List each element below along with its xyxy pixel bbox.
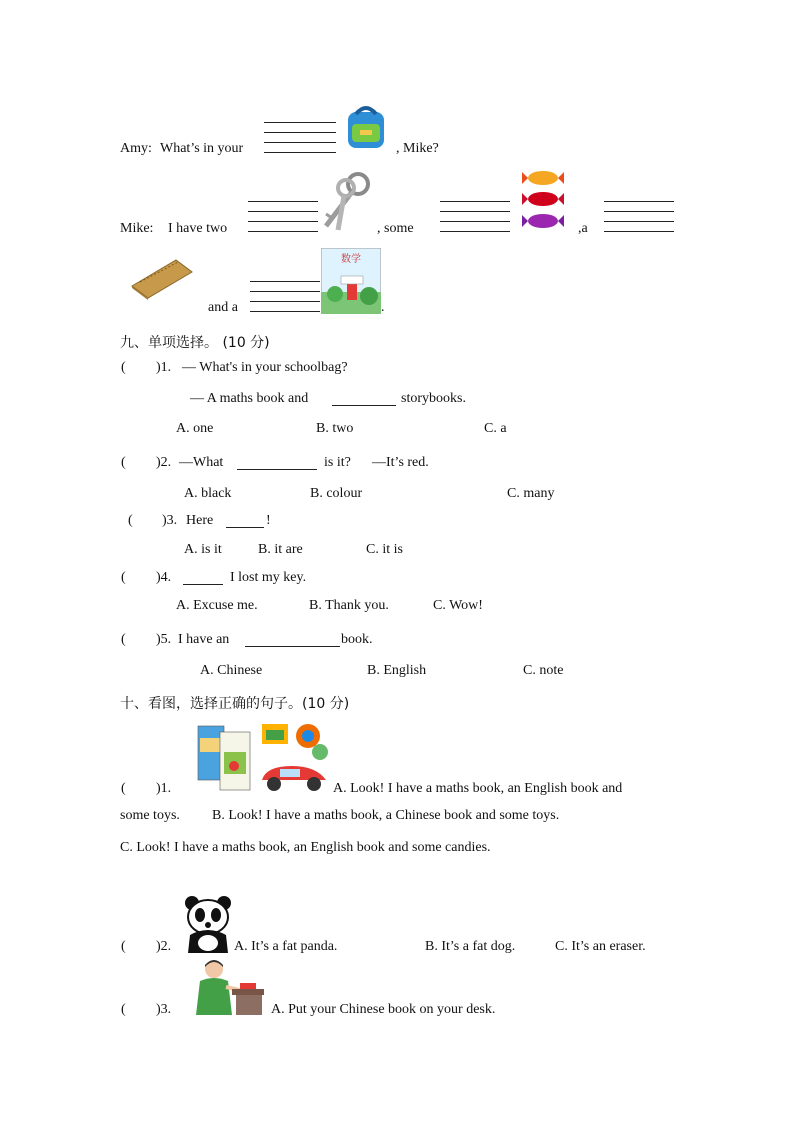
q9-1-option-b[interactable]: B. two (316, 421, 354, 436)
q10-2-number: )2. (156, 939, 172, 954)
q9-2-paren[interactable]: ( (121, 455, 126, 470)
q9-2-option-a[interactable]: A. black (184, 486, 232, 501)
section10-title: 十、看图，选择正确的句子。(10 分) (120, 696, 350, 712)
q9-2-option-c[interactable]: C. many (507, 486, 555, 501)
q9-1-stem2-a: — A maths book and (190, 391, 309, 406)
q10-1-paren[interactable]: ( (121, 781, 126, 796)
section9-title: 九、单项选择。 (10 分) (120, 335, 270, 351)
q9-3-option-c[interactable]: C. it is (366, 542, 403, 557)
q9-2-stem-a: —What (179, 455, 224, 470)
q9-5-paren[interactable]: ( (121, 632, 126, 647)
q9-3-option-b[interactable]: B. it are (258, 542, 303, 557)
mike-speaker: Mike: (120, 221, 154, 236)
q9-4-option-b[interactable]: B. Thank you. (309, 598, 389, 613)
q9-3-stem-b: ! (266, 513, 271, 528)
and-a-label: and a (208, 300, 238, 315)
q9-2-stem-c: —It’s red. (372, 455, 429, 470)
q9-4-blank[interactable] (183, 569, 223, 585)
q9-5-option-b[interactable]: B. English (367, 663, 427, 678)
q9-3-paren[interactable]: ( (128, 513, 133, 528)
q9-4-number: )4. (156, 570, 172, 585)
panda-image (180, 895, 236, 955)
mike-line-part3: ,a (578, 221, 588, 236)
mike-line-part1: I have two (168, 221, 228, 236)
answer-lines-5[interactable] (250, 281, 320, 315)
books-and-toys-image (196, 722, 336, 796)
answer-lines-3[interactable] (440, 201, 510, 235)
q9-2-blank[interactable] (237, 454, 317, 470)
q10-1-option-a-cont: some toys. (120, 808, 180, 823)
keys-image (318, 170, 376, 234)
q10-3-number: )3. (156, 1002, 172, 1017)
amy-question-end: , Mike? (396, 141, 439, 156)
textbook-title: 数学 (341, 254, 361, 265)
q9-4-option-a[interactable]: A. Excuse me. (176, 598, 258, 613)
q10-1-option-b[interactable]: B. Look! I have a maths book, a Chinese book and some toys. (212, 808, 560, 823)
q9-3-option-a[interactable]: A. is it (184, 542, 222, 557)
q9-1-stem: — What's in your schoolbag? (182, 360, 348, 375)
q9-5-option-a[interactable]: A. Chinese (200, 663, 263, 678)
q9-4-stem-b: I lost my key. (230, 570, 307, 585)
q9-1-option-a[interactable]: A. one (176, 421, 214, 436)
q9-1-option-c[interactable]: C. a (484, 421, 507, 436)
amy-speaker: Amy: (120, 141, 152, 156)
q9-3-number: )3. (162, 513, 178, 528)
candies-image (518, 166, 568, 232)
q10-1-number: )1. (156, 781, 172, 796)
q9-1-paren[interactable]: ( (121, 360, 126, 375)
maths-textbook-image (321, 248, 381, 314)
q10-1-option-c[interactable]: C. Look! I have a maths book, an English book and some candies. (120, 840, 491, 855)
q10-2-option-b[interactable]: B. It’s a fat dog. (425, 939, 516, 954)
q9-3-stem-a: Here (186, 513, 214, 528)
schoolbag-image (340, 102, 392, 152)
q9-5-stem-a: I have an (178, 632, 230, 647)
q9-4-option-c[interactable]: C. Wow! (433, 598, 483, 613)
q10-2-option-c[interactable]: C. It’s an eraser. (555, 939, 646, 954)
answer-lines-4[interactable] (604, 201, 674, 235)
q9-1-blank[interactable] (332, 390, 396, 406)
q10-3-paren[interactable]: ( (121, 1002, 126, 1017)
answer-lines-1[interactable] (264, 122, 336, 156)
q9-5-option-c[interactable]: C. note (523, 663, 564, 678)
q10-1-option-a[interactable]: A. Look! I have a maths book, an English book and (333, 781, 623, 796)
q9-4-paren[interactable]: ( (121, 570, 126, 585)
notebook-image (126, 256, 196, 300)
q9-5-blank[interactable] (245, 631, 340, 647)
mike-line-part2: , some (377, 221, 414, 236)
q9-5-number: )5. (156, 632, 172, 647)
q9-2-number: )2. (156, 455, 172, 470)
q10-2-paren[interactable]: ( (121, 939, 126, 954)
q9-2-option-b[interactable]: B. colour (310, 486, 363, 501)
q9-1-stem2-b: storybooks. (401, 391, 466, 406)
q9-1-number: )1. (156, 360, 172, 375)
q9-3-blank[interactable] (226, 512, 264, 528)
q10-3-option-a[interactable]: A. Put your Chinese book on your desk. (271, 1002, 496, 1017)
q9-2-stem-b: is it? (324, 455, 351, 470)
amy-question-start: What’s in your (160, 141, 244, 156)
person-desk-image (188, 957, 266, 1015)
q9-5-stem-b: book. (341, 632, 373, 647)
q10-2-option-a[interactable]: A. It’s a fat panda. (234, 939, 338, 954)
final-period: . (381, 300, 385, 315)
answer-lines-2[interactable] (248, 201, 318, 235)
